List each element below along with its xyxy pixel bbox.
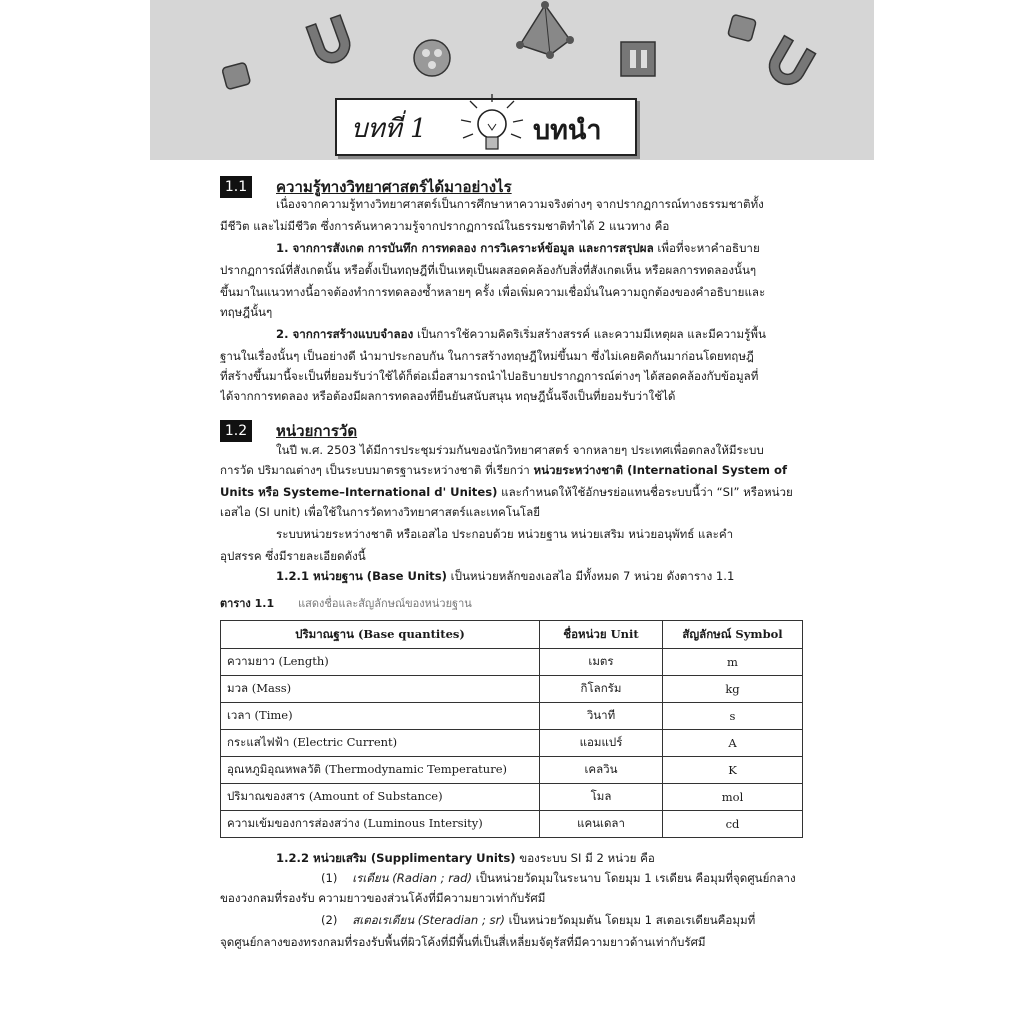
paragraph-line: เนื่องจากความรู้ทางวิทยาศาสตร์เป็นการศึกษาหาความจริงต่างๆ จากปรากฏการณ์ทางธรรมชาติทั้ง — [276, 197, 764, 211]
chapter-number: บทที่ 1 — [351, 114, 427, 144]
table-row — [221, 649, 803, 676]
section-title: ความรู้ทางวิทยาศาสตร์ได้มาอย่างไร — [276, 178, 512, 196]
pyramid-icon — [516, 1, 574, 59]
table-caption: ตาราง 1.1 แสดงชื่อและสัญลักษณ์ของหน่วยฐาน — [220, 597, 472, 610]
table-row — [221, 676, 803, 703]
table-cell: mol — [663, 784, 803, 811]
magnet-icon — [763, 36, 816, 91]
paragraph-line: (1) เรเดียน (Radian ; rad) เป็นหน่วยวัดมุมในระนาบ โดยมุม 1 เรเดียน คือมุมที่จุดศูนย์กลาง — [321, 871, 796, 885]
table-cell: เคลวิน — [540, 757, 663, 784]
paragraph-line: 1. จากการสังเกต การบันทึก การทดลอง การวิเคราะห์ข้อมูล และการสรุปผล เพื่อที่จะหาคำอธิบาย — [276, 241, 760, 255]
table-cell: cd — [663, 811, 803, 838]
paragraph-line: ในปี พ.ศ. 2503 ได้มีการประชุมร่วมกันของนักวิทยาศาสตร์ จากหลายๆ ประเทศเพื่อตกลงให้มีระบบ — [276, 443, 764, 457]
table-row — [221, 811, 803, 838]
paragraph-line: จุดศูนย์กลางของทรงกลมที่รองรับพื้นที่ผิวโค้งที่มีพื้นที่เป็นสี่เหลี่ยมจัตุรัสที่มีความยาวด้านเท่ากับรัศมี — [220, 935, 706, 949]
table-cell: s — [663, 703, 803, 730]
table-cell: m — [663, 649, 803, 676]
table-cell: มวล (Mass) — [221, 676, 540, 703]
cube-icon — [222, 62, 251, 89]
paragraph-line: ขึ้นมาในแนวทางนี้อาจต้องทำการทดลองซ้ำหลายๆ ครั้ง เพื่อเพิ่มความเชื่อมั่นในความถูกต้องของคำอธิบายและ — [220, 285, 766, 299]
paragraph-line: ปรากฏการณ์ที่สังเกตนั้น หรือตั้งเป็นทฤษฎีที่เป็นเหตุเป็นผลสอดคล้องกับสิ่งที่สังเกตเห็น หรือผลการทดลองนั้นๆ — [220, 263, 757, 277]
subsection-1-2-2: 1.2.2 หน่วยเสริม (Supplimentary Units) ของระบบ SI มี 2 หน่วย คือ — [276, 851, 655, 865]
paragraph-line: การวัด ปริมาณต่างๆ เป็นระบบมาตรฐานระหว่างชาติ ที่เรียกว่า หน่วยระหว่างชาติ (International System of — [220, 463, 788, 477]
paragraph-line: Units หรือ Systeme–International d' Unites) และกำหนดให้ใช้อักษรย่อแทนชื่อระบบนี้ว่า “SI” หรือหน่วย — [220, 485, 793, 499]
magnet-icon — [306, 15, 355, 68]
section-number: 1.2 — [220, 420, 252, 442]
table-cell: ความเข้มของการส่องสว่าง (Luminous Intersity) — [221, 811, 540, 838]
table-cell: อุณหภูมิอุณหพลวัติ (Thermodynamic Temperature) — [221, 757, 540, 784]
table-cell: กิโลกรัม — [540, 676, 663, 703]
chapter-title: บทนำ — [533, 115, 602, 146]
paragraph-line: (2) สเตอเรเดียน (Steradian ; sr) เป็นหน่วยวัดมุมตัน โดยมุม 1 สเตอเรเดียนคือมุมที่ — [321, 913, 756, 927]
base-units-table — [220, 620, 803, 838]
table-cell: ปริมาณของสาร (Amount of Substance) — [221, 784, 540, 811]
table-cell: kg — [663, 676, 803, 703]
table-header-row — [221, 621, 803, 649]
paragraph-line: ระบบหน่วยระหว่างชาติ หรือเอสไอ ประกอบด้วย หน่วยฐาน หน่วยเสริม หน่วยอนุพัทธ์ และคำ — [276, 527, 734, 541]
table-cell: โมล — [540, 784, 663, 811]
paragraph-line: 2. จากการสร้างแบบจำลอง เป็นการใช้ความคิดริเริ่มสร้างสรรค์ และความมีเหตุผล และมีความรู้พื้น — [276, 327, 766, 341]
table-row — [221, 703, 803, 730]
table-cell: เวลา (Time) — [221, 703, 540, 730]
paragraph-line: ที่สร้างขึ้นมานี้จะเป็นที่ยอมรับว่าใช้ได้ก็ต่อเมื่อสามารถนำไปอธิบายปรากฏการณ์ต่างๆ ได้สอดคล้องกับข้อมูลที่ — [220, 369, 759, 383]
table-cell: ความยาว (Length) — [221, 649, 540, 676]
table-cell: A — [663, 730, 803, 757]
table-cell: กระแสไฟฟ้า (Electric Current) — [221, 730, 540, 757]
table-cell: เมตร — [540, 649, 663, 676]
paragraph-line: ของวงกลมที่รองรับ ความยาวของส่วนโค้งที่มีความยาวเท่ากับรัศมี — [220, 891, 546, 905]
paragraph-line: เอสไอ (SI unit) เพื่อใช้ในการวัดทางวิทยาศาสตร์และเทคโนโลยี — [220, 505, 541, 519]
table-cell: แอมแปร์ — [540, 730, 663, 757]
cube-icon — [728, 14, 757, 41]
table-row — [221, 784, 803, 811]
paragraph-line: ฐานในเรื่องนั้นๆ เป็นอย่างดี นำมาประกอบกัน ในการสร้างทฤษฎีใหม่ขึ้นมา ซึ่งไม่เคยคิดกันมาก่อนโดยทฤษฎี — [220, 349, 754, 363]
table-cell: แคนเดลา — [540, 811, 663, 838]
chapter-title-box — [335, 98, 637, 156]
paragraph-line: อุปสรรค ซึ่งมีรายละเอียดดังนี้ — [220, 549, 366, 563]
paragraph-line: ทฤษฎีนั้นๆ — [220, 305, 273, 319]
column-header: ปริมาณฐาน (Base quantites) — [221, 621, 540, 649]
column-header: ชื่อหน่วย Unit — [540, 621, 663, 649]
section-number: 1.1 — [220, 176, 252, 198]
table-cell: วินาที — [540, 703, 663, 730]
paragraph-line: ได้จากการทดลอง หรือต้องมีผลการทดลองที่ยืนยันสนับสนุน ทฤษฎีนั้นจึงเป็นที่ยอมรับว่าใช้ได้ — [220, 389, 676, 403]
table-row — [221, 757, 803, 784]
column-header: สัญลักษณ์ Symbol — [663, 621, 803, 649]
table-row — [221, 730, 803, 757]
lightbulb-icon — [457, 92, 527, 162]
atom-icon — [414, 40, 450, 76]
paragraph-line: มีชีวิต และไม่มีชีวิต ซึ่งการค้นหาความรู้จากปรากฏการณ์ในธรรมชาติทำได้ 2 แนวทาง คือ — [220, 219, 670, 233]
table-cell: K — [663, 757, 803, 784]
section-title: หน่วยการวัด — [276, 422, 358, 440]
subsection-1-2-1: 1.2.1 หน่วยฐาน (Base Units) เป็นหน่วยหลักของเอสไอ มีทั้งหมด 7 หน่วย ดังตาราง 1.1 — [276, 569, 735, 583]
battery-icon — [621, 42, 655, 76]
